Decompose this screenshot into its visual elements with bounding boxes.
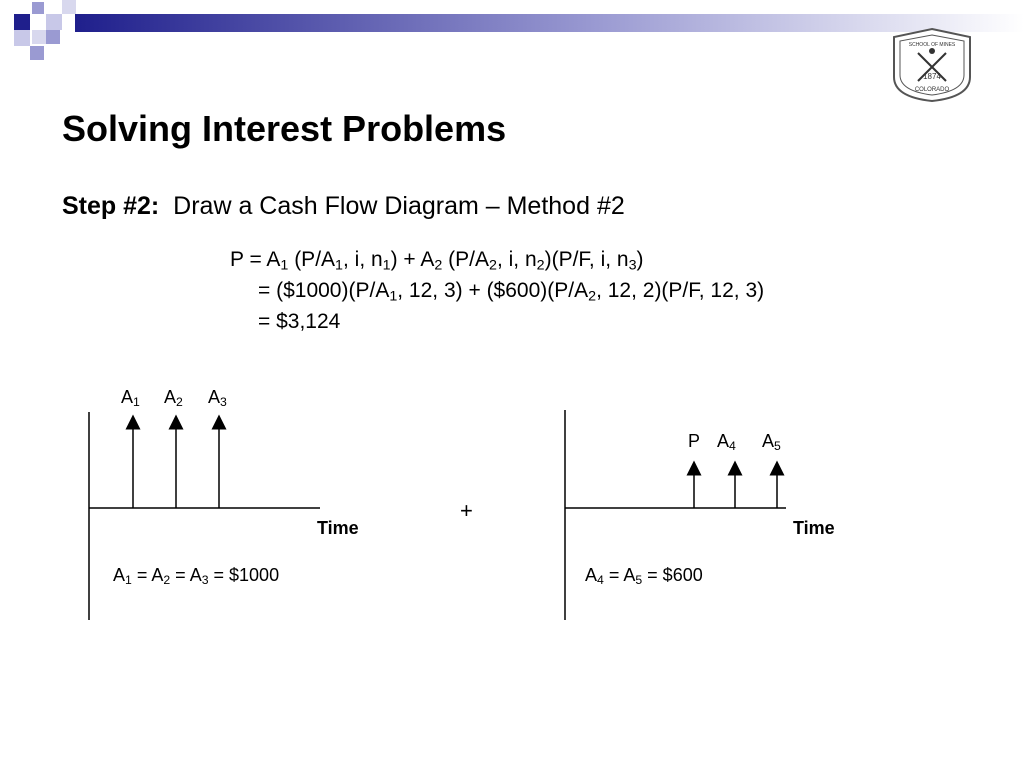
right-equation: $A_4 = A_5$ = $600: [585, 565, 703, 588]
step-text: Draw a Cash Flow Diagram – Method #2: [173, 192, 625, 220]
arrow-label-a4: $A_4$: [717, 431, 736, 454]
right-time-label: Time: [793, 518, 835, 538]
left-time-label: Time: [317, 518, 359, 538]
formula-line-1: $P = A_1$ ($P/A_1$, i, $n_1) + A_2$ ($P/A_2$, i, $n_2)(P/F$, i, $n_3$): [230, 248, 644, 274]
plus-sign: +: [460, 498, 473, 523]
arrow-label-a1: $A_1$: [121, 387, 140, 410]
arrow-label-a3: $A_3$: [208, 387, 227, 410]
svg-text:COLORADO: COLORADO: [914, 87, 950, 93]
arrow-label-a5: $A_5$: [762, 431, 781, 454]
slide-title: Solving Interest Problems: [62, 108, 507, 149]
step-label: Step #2:: [62, 192, 160, 220]
svg-text:SCHOOL OF MINES: SCHOOL OF MINES: [908, 42, 956, 48]
formula-result: = $3,124: [258, 310, 341, 333]
arrow-label-p: P: [688, 431, 701, 451]
svg-text:1874: 1874: [923, 72, 941, 81]
left-equation: $A_1 = A_2 = A_3$ = $1000: [113, 565, 280, 588]
formula-line-2: = $(\$1000)(P/A_1$, 12, $3) + (\$600)(P/A_2$, 12, 2)(P/F, 12, 3): [258, 279, 765, 305]
arrow-label-a2: $A_2$: [164, 387, 183, 410]
